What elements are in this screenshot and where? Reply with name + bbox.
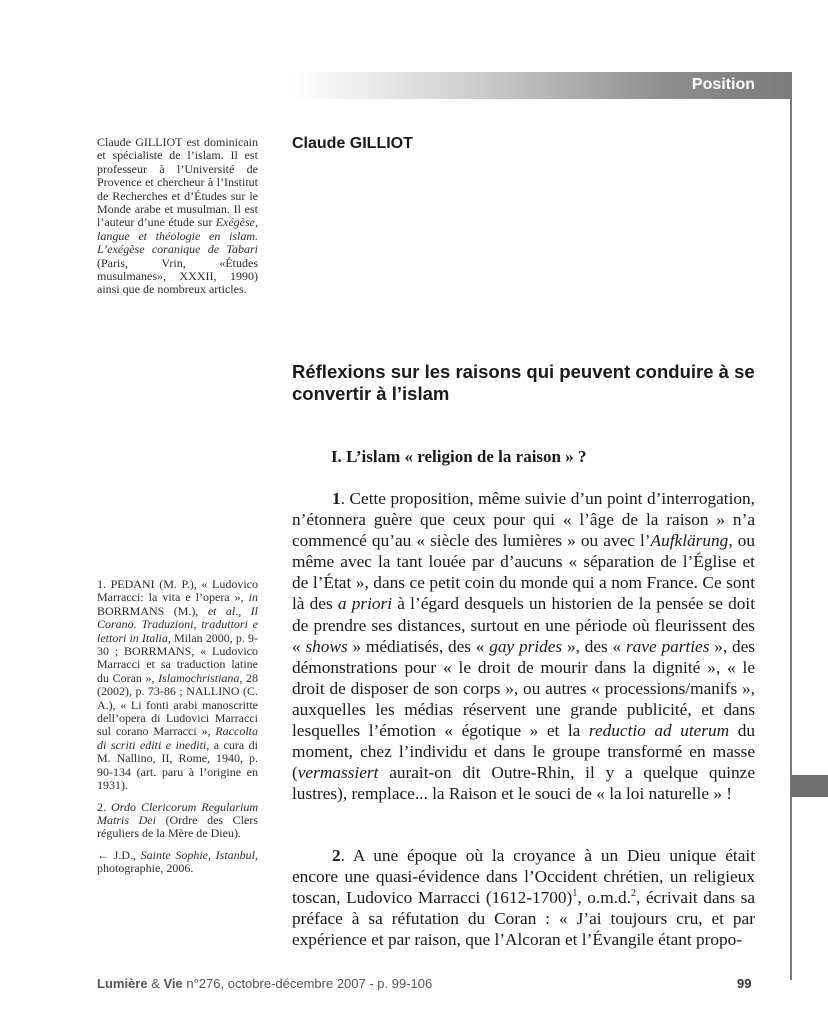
issue-info: n°276, octobre-décembre 2007 - p. 99-106: [182, 976, 433, 991]
text-run: à l’égard desquels un historien de la pensée se doit de prendre ses distances, surtout en une période où fleurissent des «: [292, 594, 755, 656]
text-run: 1. PEDANI (M. P.), « Ludovico Marracci: la vita e l’opera »,: [97, 577, 258, 605]
text-run: (Ordre des Clers réguliers de la Mère de Dieu).: [97, 812, 258, 841]
italic-text: rave parties: [625, 636, 710, 656]
photo-caption: [97, 849, 258, 876]
author-bio: [97, 136, 258, 297]
italic-text: Raccolta di scriti editi e inediti: [97, 724, 258, 752]
text-run: ← J.D.,: [97, 847, 141, 862]
body-paragraph-1: [292, 488, 755, 804]
italic-text: in: [248, 590, 258, 605]
body-paragraph-2: [292, 845, 755, 950]
journal-name-b: Vie: [163, 976, 183, 991]
footnotes: [97, 578, 258, 884]
paragraph-number: 2: [332, 846, 341, 865]
text-run: BORRMANS (M.),: [97, 603, 208, 618]
italic-text: Sainte Sophie, Istanbul: [140, 847, 255, 862]
thumb-tab-marker: [791, 775, 828, 797]
text-run: . A une époque où la croyance à un Dieu unique était encore une quasi-évidence dans l’Occident chrétien, un religieux toscan, Ludovico Marracci (1612-1700): [292, 846, 755, 908]
italic-text: et al: [207, 603, 236, 618]
section-label: Position: [691, 76, 755, 93]
italic-text: Exégèse, langue et théologie en islam. L’exégèse coranique de Tabari: [97, 215, 258, 257]
text-run: (Paris, Vrin, «Études musulmanes», XXXII, 1990) ainsi que de nombreux articles.: [97, 255, 258, 297]
italic-text: Il Corano. Traduzioni, traduttori e lettori in Italia: [97, 603, 259, 645]
author-name: Claude GILLIOT: [292, 135, 413, 152]
text-run: Claude GILLIOT est dominicain et spécialiste de l’islam. Il est professeur à l’Université de Provence et chercheur à l’Institut de Recherches et d’Études sur le Monde arabe et musulman. Il est l’auteur d’une étude sur: [97, 135, 258, 230]
paragraph-number: 1: [332, 489, 341, 508]
text-run: » médiatisés, des «: [347, 636, 490, 656]
page-edge-rule: [790, 72, 792, 980]
text-run: », des démonstrations pour « le droit de mourir dans la dignité », « le droit de disposer de son corps », ou autres « processions/manifs », auxquelles les médias réservent une grande publicité, et dans lesquelles l’émotion « égotique » et la: [292, 636, 756, 741]
text-run: . Cette proposition, même suivie d’un point d’interrogation, n’étonnera guère que ceux pour qui « l’âge de la raison » n’a commencé qu’au « siècle des lumières » ou avec l’: [292, 489, 755, 551]
text-run: », des «: [562, 636, 626, 656]
text-run: , o.m.d.: [577, 888, 631, 908]
footnote-ref[interactable]: 2: [630, 888, 636, 900]
text-run: aurait-on dit Outre-Rhin, il y a quelque quinze lustres), remplace... la Raison et le souci de « la loi naturelle » !: [292, 763, 755, 804]
text-run: , photographie, 2006.: [97, 847, 258, 876]
text-run: , a cura di M. Nallino, II, Rome, 1940, p. 90-134 (art. paru à l’origine en 1931).: [97, 737, 258, 793]
footnote-2: [97, 801, 258, 841]
italic-text: reductio ad uterum: [588, 721, 730, 741]
italic-text: Aufklärung: [650, 531, 729, 551]
journal-ampersand: &: [147, 976, 164, 991]
italic-text: shows: [305, 636, 348, 656]
text-run: 2.: [97, 799, 112, 814]
paragraph-text: [292, 846, 755, 949]
italic-text: a priori: [337, 594, 393, 614]
section-heading: I. L’islam « religion de la raison » ?: [331, 447, 587, 466]
footnote-1: [97, 578, 258, 793]
text-run: , écrivait dans sa préface à sa réfutation du Coran : « J’ai toujours cru, et par expérience et par raison, que l’Alcoran et l’Évangile étant propo-: [292, 888, 755, 950]
article-title: Réflexions sur les raisons qui peuvent conduire à se convertir à l’islam: [292, 361, 755, 404]
footer-citation: [97, 976, 432, 991]
italic-text: Islamochristiana: [158, 670, 240, 685]
text-run: , Milan 2000, p. 9-30 ; BORRMANS, « Ludovico Marracci et sa traduction latine du Coran »,: [97, 630, 258, 685]
italic-text: vermassiert: [297, 763, 379, 783]
text-run: , ou même avec la tant louée par d’aucuns « séparation de l’Église et de l’État », dans ce petit coin du monde qui a nom France. Ce sont là des: [292, 531, 755, 614]
text-run: du moment, chez l’individu et dans le groupe transformé en masse (: [292, 721, 755, 783]
journal-name-a: Lumière: [97, 976, 148, 991]
italic-text: gay prides: [489, 636, 563, 656]
paragraph-text: [292, 489, 755, 803]
text-run: , 28 (2002), p. 73-86 ; NALLINO (C. A.), « Li fonti arabi manoscritte dell’opera di Ludovici Marracci sul corano Marracci »,: [97, 670, 259, 739]
italic-text: Ordo Clericorum Regularium Matris Dei: [97, 799, 259, 827]
section-header-band: [292, 72, 791, 99]
footnote-ref[interactable]: 1: [572, 888, 578, 900]
text-run: .,: [235, 603, 251, 618]
page-number: 99: [737, 976, 752, 991]
